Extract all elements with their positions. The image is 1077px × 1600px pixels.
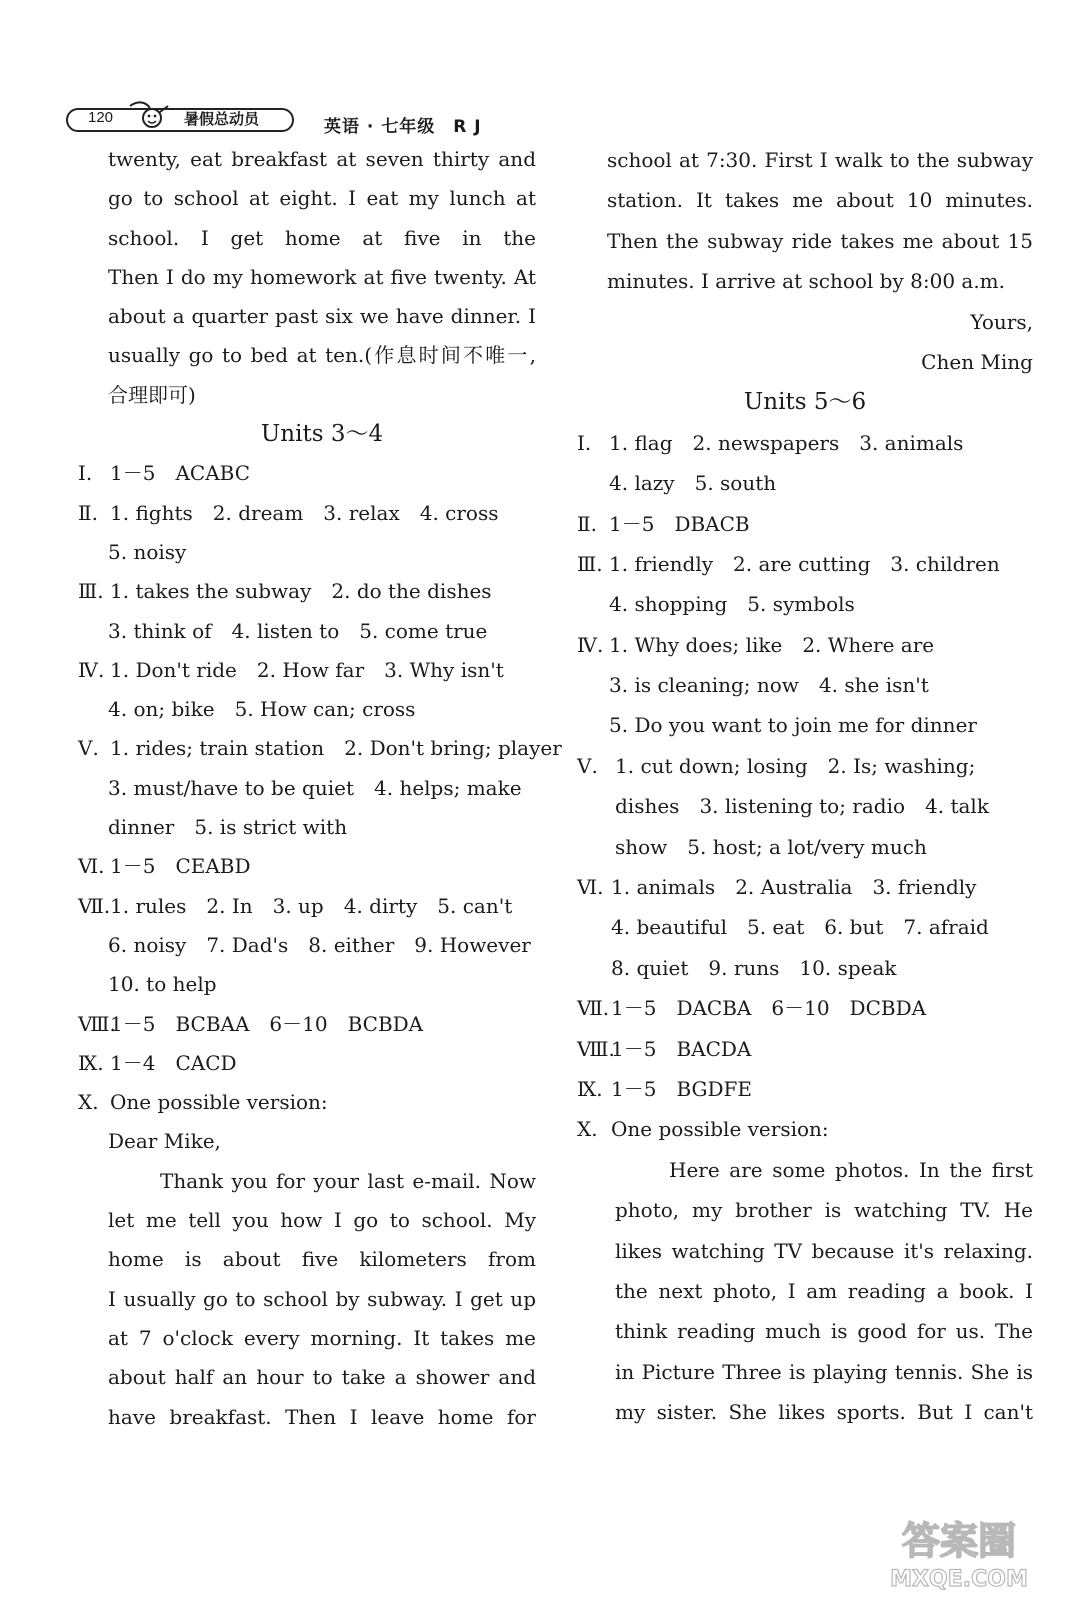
letter-greeting: Dear Mike, bbox=[108, 1129, 221, 1154]
answer-item-cont: 5. Do you want to join me for dinner bbox=[609, 713, 977, 738]
intro-line: school. I get home at five in the bbox=[108, 225, 536, 250]
answer-item-cont: dinner 5. is strict with bbox=[108, 815, 348, 840]
subject-grade: 英语 · 七年级 R J bbox=[324, 117, 482, 137]
letter-line: let me tell you how I go to school. My bbox=[108, 1208, 536, 1233]
answer-item: Ⅳ. 1. Don't ride 2. How far 3. Why isn't bbox=[78, 657, 504, 682]
letter-line: school at 7:30. First I walk to the subway bbox=[607, 148, 1033, 172]
essay-line: likes watching TV because it's relaxing. bbox=[615, 1238, 1033, 1263]
answer-item: Ⅲ. 1. friendly 2. are cutting 3. children bbox=[577, 551, 1000, 576]
answer-item-cont: 4. on; bike 5. How can; cross bbox=[108, 697, 416, 722]
answer-item-cont: 3. is cleaning; now 4. she isn't bbox=[609, 673, 929, 698]
letter-line: at 7 o'clock every morning. It takes me bbox=[108, 1325, 536, 1350]
answer-item-cont: 6. noisy 7. Dad's 8. either 9. However bbox=[108, 932, 531, 957]
answer-item-cont: 4. lazy 5. south bbox=[609, 471, 777, 496]
letter-line: about half an hour to take a shower and bbox=[108, 1365, 536, 1390]
answer-item: Ⅴ. 1. cut down; losing 2. Is; washing; bbox=[577, 753, 976, 778]
essay-line: photo, my brother is watching TV. He bbox=[615, 1198, 1033, 1223]
answer-item-cont: 8. quiet 9. runs 10. speak bbox=[611, 955, 897, 980]
essay-line: in Picture Three is playing tennis. She is bbox=[615, 1359, 1033, 1384]
essay-line: Here are some photos. In the first bbox=[669, 1157, 1033, 1182]
left-column bbox=[78, 140, 562, 1437]
intro-line: go to school at eight. I eat my lunch at bbox=[108, 186, 536, 211]
mascot-icon bbox=[124, 98, 174, 134]
letter-line: minutes. I arrive at school by 8:00 a.m. bbox=[607, 269, 1005, 294]
answer-item: Ⅱ. 1. fights 2. dream 3. relax 4. cross bbox=[78, 500, 499, 525]
letter-line: have breakfast. Then I leave home for bbox=[108, 1404, 536, 1429]
answer-item: Ⅵ. 1. animals 2. Australia 3. friendly bbox=[577, 875, 977, 900]
answer-item: Ⅰ. 1－5 ACABC bbox=[78, 461, 251, 486]
svg-text:答案圈: 答案圈 bbox=[901, 1519, 1017, 1563]
answer-item: Ⅰ. 1. flag 2. newspapers 3. animals bbox=[577, 430, 964, 455]
answer-item: Ⅷ.1－5 BCBAA 6－10 BCBDA bbox=[78, 1011, 424, 1036]
answer-item: Ⅹ. One possible version: bbox=[78, 1090, 328, 1115]
letter-line: home is about five kilometers from bbox=[108, 1247, 536, 1272]
answer-item: Ⅳ. 1. Why does; like 2. Where are bbox=[577, 632, 935, 657]
answer-item-cont: 4. beautiful 5. eat 6. but 7. afraid bbox=[611, 915, 989, 940]
answer-item: Ⅱ. 1－5 DBACB bbox=[577, 511, 750, 536]
answer-item: Ⅶ.1. rules 2. In 3. up 4. dirty 5. can't bbox=[78, 893, 513, 918]
letter-line: I usually go to school by subway. I get up bbox=[108, 1286, 536, 1311]
page-header bbox=[66, 104, 586, 136]
intro-line: usually go to bed at ten.(作息时间不唯一, bbox=[108, 343, 536, 368]
intro-line: Then I do my homework at five twenty. At bbox=[108, 264, 536, 289]
letter-closing: Yours, bbox=[970, 309, 1033, 334]
essay-line: my sister. She likes sports. But I can't bbox=[615, 1400, 1033, 1425]
letter-line: Then the subway ride takes me about 15 bbox=[607, 228, 1033, 253]
answer-item-cont: dishes 3. listening to; radio 4. talk bbox=[615, 794, 989, 819]
answer-item-cont: show 5. host; a lot/very much bbox=[615, 834, 927, 859]
answer-item-cont: 5. noisy bbox=[108, 539, 187, 564]
answer-item-cont: 3. must/have to be quiet 4. helps; make bbox=[108, 775, 522, 800]
essay-line: think reading much is good for us. The bbox=[615, 1319, 1033, 1344]
answer-item-cont: 3. think of 4. listen to 5. come true bbox=[108, 618, 488, 643]
letter-line: Thank you for your last e-mail. Now bbox=[160, 1168, 536, 1193]
answer-item: Ⅲ. 1. takes the subway 2. do the dishes bbox=[78, 579, 492, 604]
intro-line: about a quarter past six we have dinner. I bbox=[108, 304, 536, 329]
answer-item: Ⅷ.1－5 BACDA bbox=[577, 1036, 752, 1061]
section-title-units-5-6: Units 5～6 bbox=[743, 389, 867, 416]
essay-line: the next photo, I am reading a book. I bbox=[615, 1278, 1033, 1303]
right-column bbox=[577, 140, 1033, 1433]
letter-line: station. It takes me about 10 minutes. bbox=[607, 188, 1033, 213]
answer-item-cont: 4. shopping 5. symbols bbox=[609, 592, 855, 617]
answer-item: Ⅸ. 1－4 CACD bbox=[78, 1050, 237, 1075]
answer-item: Ⅴ. 1. rides; train station 2. Don't bring; player bbox=[78, 736, 562, 761]
intro-line: 合理即可) bbox=[108, 382, 196, 407]
answer-item: Ⅶ.1－5 DACBA 6－10 DCBDA bbox=[577, 996, 927, 1021]
section-title-units-3-4: Units 3～4 bbox=[260, 421, 384, 448]
answer-item: Ⅵ. 1－5 CEABD bbox=[78, 854, 251, 879]
series-title: 暑假总动员 bbox=[184, 110, 260, 128]
letter-signature: Chen Ming bbox=[921, 349, 1033, 374]
page-number: 120 bbox=[88, 109, 114, 126]
svg-text:MXQE.COM: MXQE.COM bbox=[890, 1567, 1028, 1592]
answer-item: Ⅸ. 1－5 BGDFE bbox=[577, 1076, 753, 1101]
answer-item: Ⅹ. One possible version: bbox=[577, 1117, 829, 1142]
watermark-logo bbox=[859, 1510, 1059, 1592]
answer-item-cont: 10. to help bbox=[108, 972, 217, 997]
intro-line: twenty, eat breakfast at seven thirty and bbox=[108, 147, 536, 171]
